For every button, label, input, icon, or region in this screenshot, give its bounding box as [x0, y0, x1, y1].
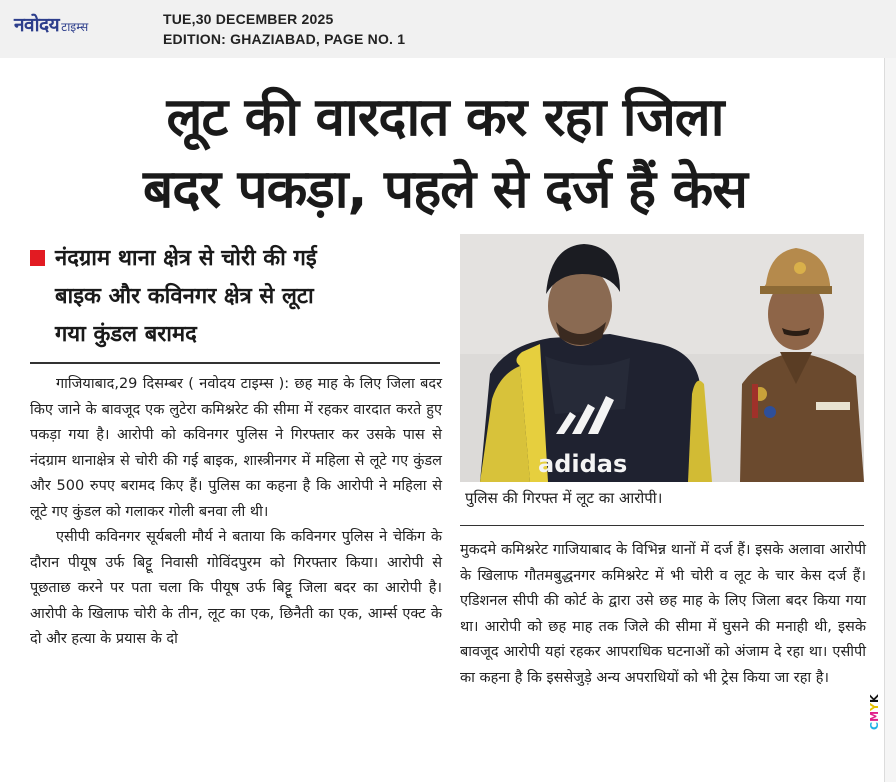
subhead-line-1: नंदग्राम थाना क्षेत्र से चोरी की गई — [55, 246, 317, 271]
subhead-line-3: गया कुंडल बरामद — [55, 322, 197, 347]
body-paragraph-2: एसीपी कविनगर सूर्यबली मौर्य ने बताया कि कविनगर पुलिस ने चेकिंग के दौरान पीयूष उर्फ बिट्टू निवासी गोविंदपुरम को गिरफ्तार किया। आरोपी से पूछताछ करने पर पता चला कि पीयूष उर्फ बिट्टू जिला बदर का आरोपी है। आरोपी के खिलाफ चोरी के तीन, लूट का एक, छिनैती का एक, आर्म्स एक्ट के दो और हत्या के प्रयास के दो — [30, 529, 442, 647]
newspaper-logo[interactable] — [14, 11, 88, 35]
column-rule — [30, 362, 440, 364]
logo-main-text: नवोदय — [14, 14, 60, 36]
red-bullet-icon — [30, 250, 45, 266]
issue-date: TUE,30 DECEMBER 2025 — [163, 11, 334, 27]
body-paragraph-1: गाजियाबाद,29 दिसम्बर ( नवोदय टाइम्स ): छह माह के लिए जिला बदर किए जाने के बावजूद एक लुटेरा कमिश्नरेट की सीमा में रहकर वारदात करते हुए पकड़ा गया है। आरोपी को कविनगर पुलिस ने गिरफ्तार कर उसके पास से नंदग्राम थानाक्षेत्र से चोरी की गई बाइक, शास्त्रीनगर में महिला से लूटे गए कुंडल और 500 रुपए बरामद किए हैं। पुलिस का कहना है कि आरोपी ने महिला से लूटे गए कुंडल को गलाकर गोली बनवा ली थी। — [30, 376, 442, 520]
photo-illustration — [460, 234, 864, 482]
dateline — [163, 9, 405, 49]
page-edge — [884, 58, 896, 782]
body-paragraph-3: मुकदमे कमिश्नरेट गाजियाबाद के विभिन्न थानों में दर्ज हैं। इसके अलावा आरोपी के खिलाफ गौतमबुद्धनगर कमिश्नरेट में भी चोरी व लूट के चार केस दर्ज हैं। एडिशनल सीपी की कोर्ट के द्वारा उसे छह माह के लिए जिला बदर किया गया था। आरोपी को छह माह तक जिले की सीमा में घुसने की मनाही थी, इसके बावजूद आरोपी यहां रहकर आपराधिक घटनाओं को अंजाम दे रहा था। एसीपी का कहना है कि इससेजुड़े अन्य अपराधियों को भी ट्रेस किया जा रहा है। — [460, 542, 866, 686]
cmyk-registration-mark: CMYK — [868, 694, 881, 730]
article-body-right — [460, 538, 866, 691]
article-subheadline — [30, 240, 440, 354]
article-body-left — [30, 372, 442, 653]
photo-caption: पुलिस की गिरफ्त में लूट का आरोपी। — [465, 489, 663, 507]
hoodie-brand-text: adidas — [538, 450, 628, 478]
caption-rule — [460, 525, 864, 526]
headline-line-1: लूट की वारदात कर रहा जिला — [166, 87, 724, 148]
epaper-header — [0, 0, 896, 58]
edition-info: EDITION: GHAZIABAD, PAGE NO. 1 — [163, 31, 406, 47]
headline-line-2: बदर पकड़ा, पहले से दर्ज हैं केस — [143, 159, 747, 220]
subhead-line-2: बाइक और कविनगर क्षेत्र से लूटा — [55, 284, 314, 309]
logo-sub-text: टाइम्स — [61, 20, 89, 34]
news-photo — [460, 234, 864, 482]
article-headline — [20, 82, 870, 226]
